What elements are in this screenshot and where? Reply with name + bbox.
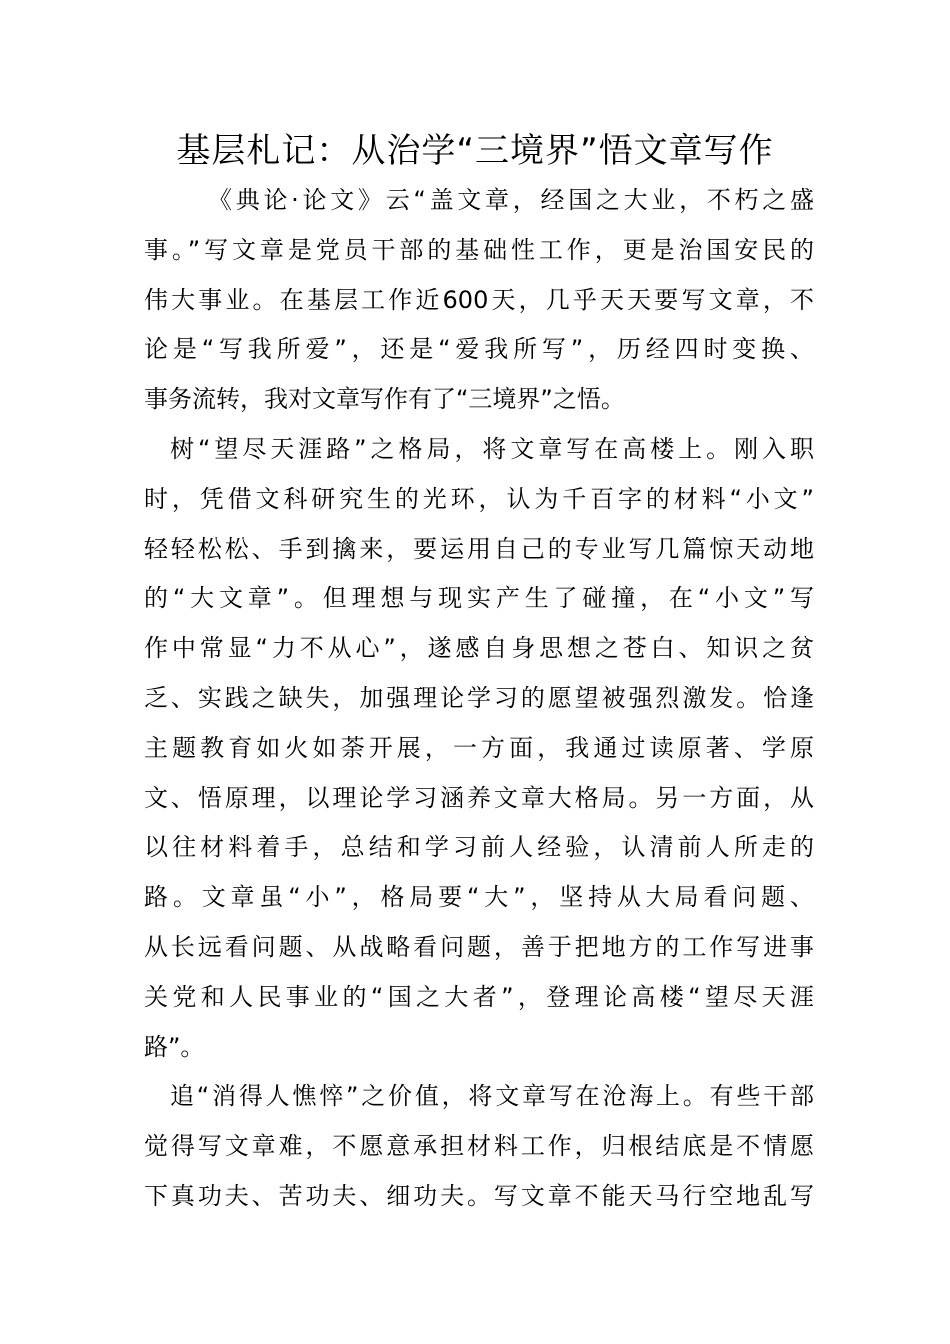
text-line: 以往材料着手，总结和学习前人经验，认清前人所走的 — [144, 833, 814, 862]
paragraph-3 — [144, 1072, 814, 1221]
paragraph-1 — [144, 176, 814, 425]
text-line: 的“大文章”。但理想与现实产生了碰撞，在“小文”写 — [144, 584, 814, 613]
text-line: 事。”写文章是党员干部的基础性工作，更是治国安民的 — [144, 235, 814, 264]
text-line: 《典论·论文》云“盖文章，经国之大业，不朽之盛 — [208, 186, 814, 214]
text-line: 事务流转，我对文章写作有了“三境界”之悟。 — [144, 385, 625, 414]
text-line: 关党和人民事业的“国之大者”，登理论高楼“望尽天涯 — [144, 982, 814, 1011]
text-line: 时，凭借文科研究生的光环，认为千百字的材料“小文” — [144, 484, 814, 513]
document-title: 基层札记：从治学“三境界”悟文章写作 — [176, 131, 774, 171]
text-line: 乏、实践之缺失，加强理论学习的愿望被强烈激发。恰逢 — [144, 683, 814, 712]
text-line: 追“消得人憔悴”之价值，将文章写在沧海上。有些干部 — [170, 1082, 814, 1111]
text-line: 树“望尽天涯路”之格局，将文章写在高楼上。刚入职 — [170, 434, 814, 463]
text-line: 文、悟原理，以理论学习涵养文章大格局。另一方面，从 — [144, 783, 814, 812]
paragraph-2 — [144, 425, 814, 1072]
text-line: 下真功夫、苦功夫、细功夫。写文章不能天马行空地乱写 — [144, 1181, 814, 1210]
text-line: 主题教育如火如荼开展，一方面，我通过读原著、学原 — [144, 733, 814, 762]
text-line: 伟大事业。在基层工作近600天，几乎天天要写文章，不 — [144, 285, 814, 314]
text-line: 觉得写文章难，不愿意承担材料工作，归根结底是不情愿 — [144, 1132, 814, 1161]
text-line: 路。文章虽“小”，格局要“大”，坚持从大局看问题、 — [144, 883, 814, 912]
text-line: 从长远看问题、从战略看问题，善于把地方的工作写进事 — [144, 932, 814, 961]
text-line: 轻轻松松、手到擒来，要运用自己的专业写几篇惊天动地 — [144, 534, 814, 563]
text-line: 路”。 — [144, 1032, 205, 1061]
document-body — [144, 176, 814, 1222]
text-line: 作中常显“力不从心”，遂感自身思想之苍白、知识之贫 — [144, 634, 814, 663]
text-line: 论是“写我所爱”，还是“爱我所写”，历经四时变换、 — [144, 335, 814, 364]
